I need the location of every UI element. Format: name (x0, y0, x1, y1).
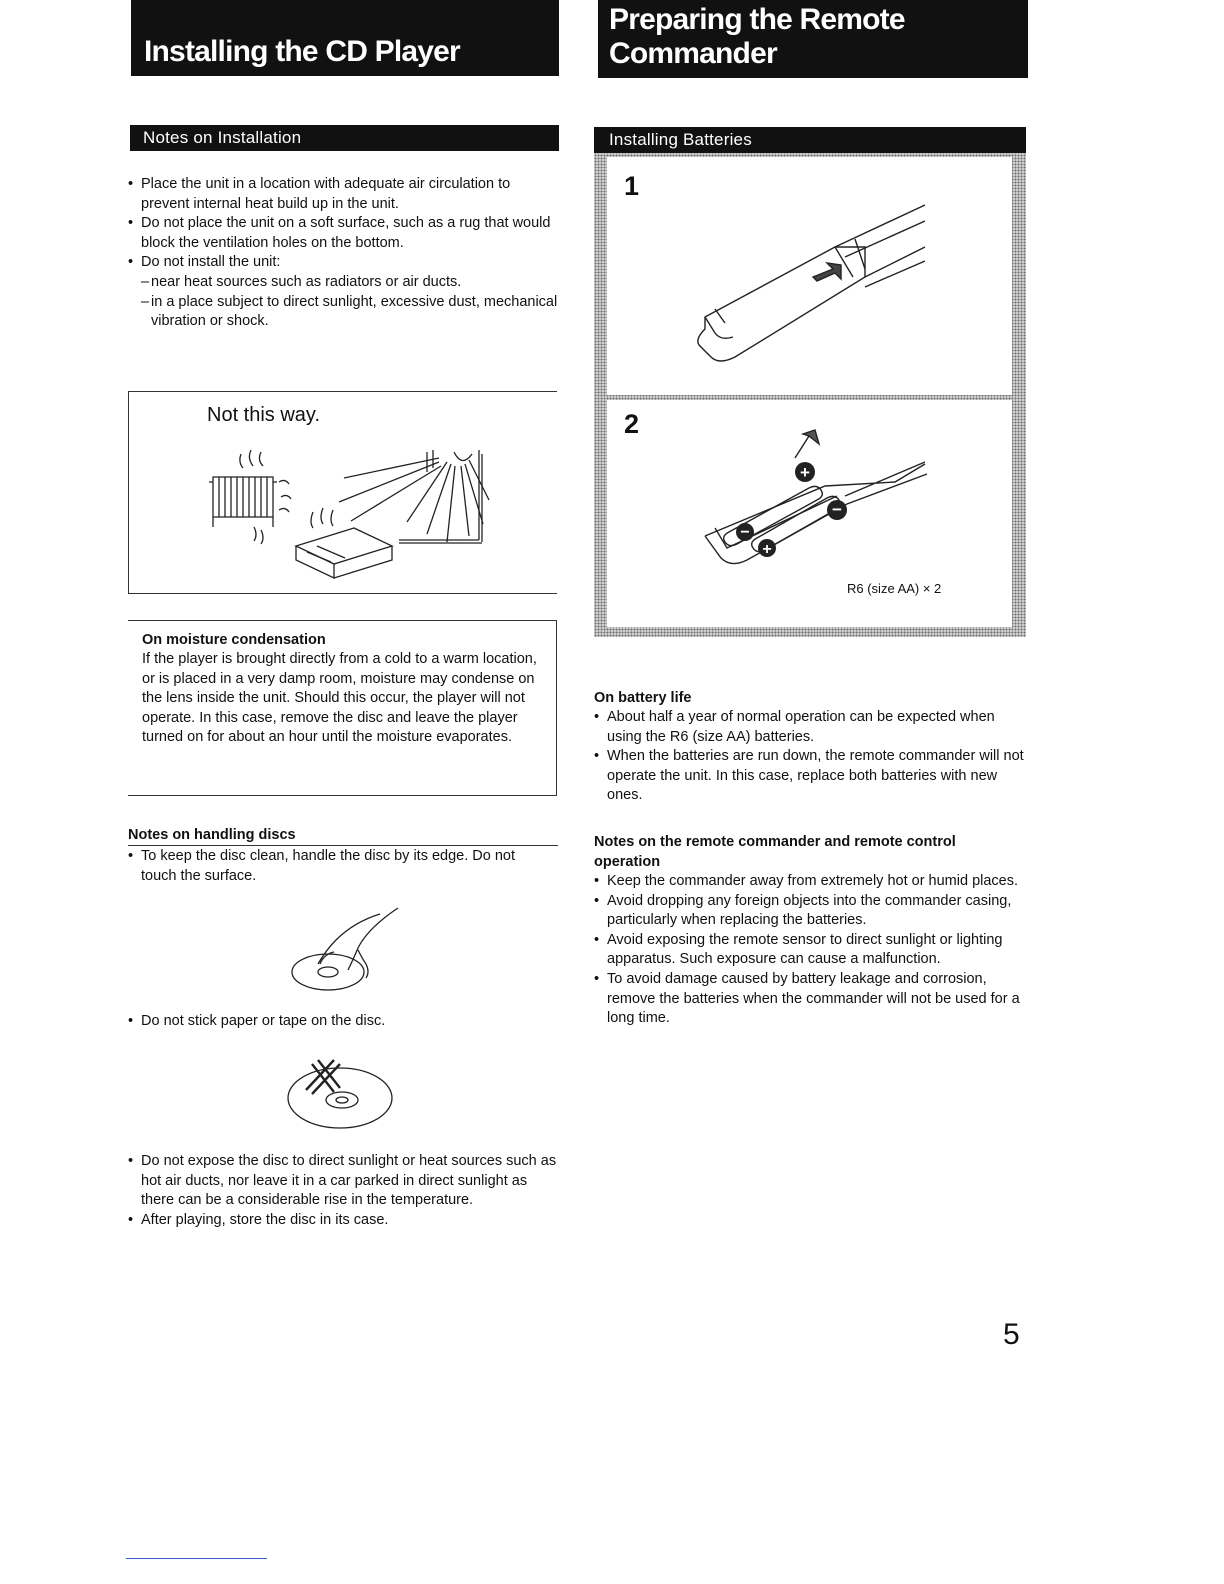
plus-marker: + (800, 463, 810, 482)
sun-icon (339, 450, 489, 542)
battery-label: R6 (size AA) × 2 (847, 581, 942, 596)
remote-notes-section (594, 832, 1026, 1029)
remote-notes-bullet: • Avoid exposing the remote sensor to direct sunlight or lighting apparatus. Such exposure can cause a malfunction. (594, 931, 1026, 970)
disc-notes-section (128, 825, 558, 886)
step-1-panel (607, 157, 1012, 395)
step-2-panel (607, 400, 1012, 627)
remote-body (698, 247, 865, 361)
remote-notes-bullet: • To avoid damage caused by battery leakage and corrosion, remove the batteries when the commander will not be used for a long time. (594, 970, 1026, 1029)
moisture-body: If the player is brought directly from a cold to a warm location, or is placed in a very damp room, moisture may condense on the lens inside the unit. Should this occur, the player will not operate. In this case, remove the disc and leave the player turned on for about an hour until the moisture evaporates. (142, 651, 537, 746)
installation-bullet: • Do not install the unit: (128, 253, 558, 273)
battery-life-title: On battery life (594, 690, 692, 706)
disc-handling-illustration (280, 900, 410, 1000)
battery-life-bullet: • About half a year of normal operation can be expected when using the R6 (size AA) batteries. (594, 708, 1026, 747)
right-banner (598, 0, 1028, 78)
disc-bullet: • Do not expose the disc to direct sunlight or heat sources such as hot air ducts, nor leave it in a car parked in direct sunlight as there can be a considerable rise in the temperature. (128, 1152, 558, 1211)
left-banner (131, 0, 559, 76)
installation-sub-item: – near heat sources such as radiators or air ducts. (128, 273, 558, 293)
disc-notes-2 (128, 1012, 558, 1032)
remote-notes-title: Notes on the remote commander and remote control operation (594, 834, 956, 870)
footer-rule (126, 1558, 267, 1559)
cd-player-icon (296, 508, 392, 578)
arrow-icon (813, 263, 841, 281)
minus-marker: − (740, 524, 750, 541)
minus-marker: − (832, 500, 842, 519)
step-2-number: 2 (624, 409, 640, 439)
battery-life-bullet: • When the batteries are run down, the remote commander will not operate the unit. In this case, replace both batteries with new ones. (594, 747, 1026, 806)
installation-bullet: • Place the unit in a location with adequate air circulation to prevent internal heat build up in the unit. (128, 175, 558, 214)
right-banner-title-line2: Commander (609, 37, 777, 70)
installation-notes (128, 175, 558, 332)
page-number: 5 (1003, 1318, 1020, 1351)
installation-bullet: • Do not place the unit on a soft surface, such as a rug that would block the ventilation holes on the bottom. (128, 214, 558, 253)
installation-heading (130, 125, 559, 151)
installing-batteries-figure (594, 127, 1026, 637)
disc-notes-3 (128, 1152, 558, 1230)
remote-cover-illustration (695, 197, 955, 387)
disc-bullet: • After playing, store the disc in its case. (128, 1211, 558, 1231)
moisture-title: On moisture condensation (142, 632, 326, 648)
batteries-heading-text: Installing Batteries (609, 130, 752, 149)
right-banner-title-line1: Preparing the Remote (609, 3, 905, 36)
moisture-box (128, 620, 557, 796)
batteries-heading (594, 127, 1026, 153)
insert-arrow-icon (795, 430, 819, 458)
polarity-markers (736, 462, 847, 558)
battery-insertion-illustration (695, 428, 955, 598)
remote-notes-bullet: • Avoid dropping any foreign objects into the commander casing, particularly when replacing the batteries. (594, 892, 1026, 931)
disc-icon (288, 1068, 392, 1128)
heat-sources-illustration (199, 442, 549, 592)
installation-heading-text: Notes on Installation (143, 128, 302, 147)
tape-icon (306, 1060, 340, 1094)
disc-bullet: • To keep the disc clean, handle the disc by its edge. Do not touch the surface. (128, 847, 552, 886)
battery-life-section (594, 688, 1026, 806)
remote-body (705, 462, 927, 564)
plus-marker: + (762, 541, 772, 558)
not-this-way-figure (128, 391, 557, 594)
left-banner-title: Installing the CD Player (144, 35, 460, 68)
installation-sub-item: – in a place subject to direct sunlight, excessive dust, mechanical vibration or shock. (128, 293, 558, 332)
disc-notes-title: Notes on handling discs (128, 825, 558, 846)
no-tape-illustration (282, 1052, 402, 1142)
step-1-number: 1 (624, 171, 640, 201)
remote-notes-bullet: • Keep the commander away from extremely hot or humid places. (594, 872, 1026, 892)
figure-caption: Not this way. (207, 404, 320, 426)
radiator-icon (209, 450, 291, 544)
disc-bullet: • Do not stick paper or tape on the disc. (128, 1012, 558, 1032)
